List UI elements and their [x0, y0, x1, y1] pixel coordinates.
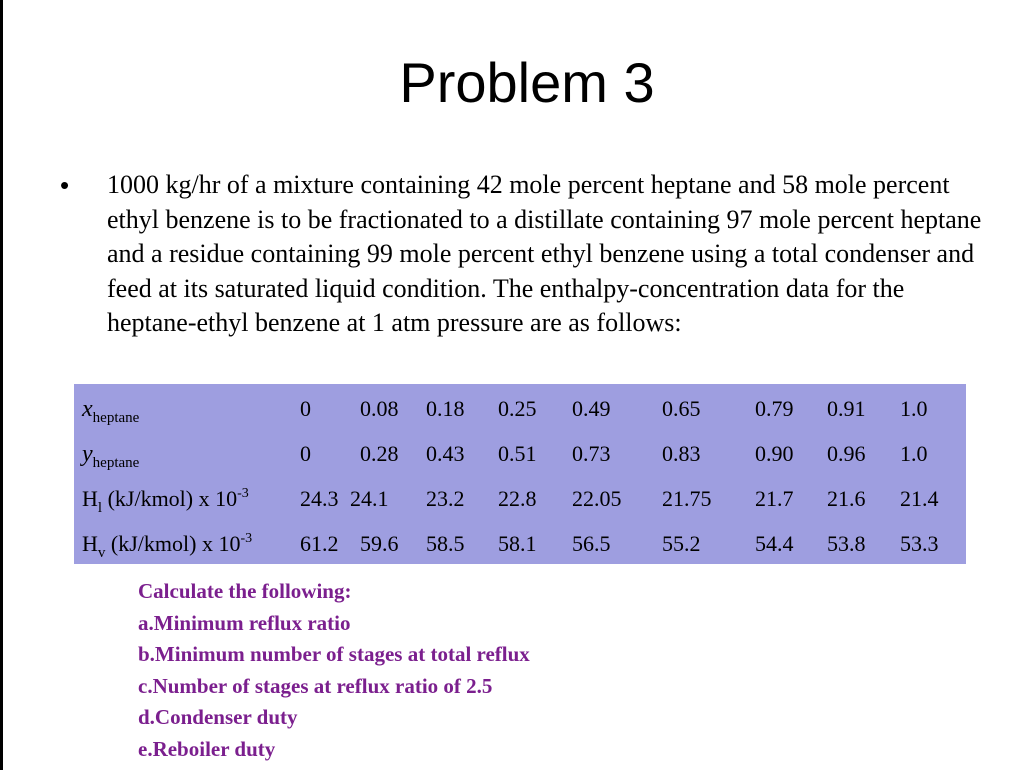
table-cell: 0.25 — [498, 396, 537, 421]
question-item: e.Reboiler duty — [138, 736, 276, 761]
table-cell: 61.2 — [300, 531, 339, 556]
row-label — [82, 431, 139, 480]
table-cell: 24.3 — [300, 486, 339, 511]
table-cell: 0 — [300, 441, 311, 466]
table-cell: 0.90 — [755, 441, 794, 466]
questions-heading: Calculate the following: — [138, 579, 352, 603]
table-cell: 0.91 — [827, 396, 866, 421]
question-item: b.Minimum number of stages at total reflux — [138, 642, 530, 666]
row-subscript: heptane — [92, 410, 140, 426]
row-symbol: y — [82, 441, 93, 467]
question-item: a.Minimum reflux ratio — [138, 610, 351, 635]
table-cell: 0.49 — [572, 396, 611, 421]
problem-statement-text: 1000 kg/hr of a mixture containing 42 mole percent heptane and 58 mole percent ethyl benzene is to be fractionated to a distillate containing 97 mole percent heptane and a residue containing 99 mole percent ethyl benzene using a total condenser and feed at its saturated liquid condition. The enthalpy-concentration data for the heptane-ethyl benzene at 1 atm pressure are as follows: — [107, 170, 982, 337]
row-symbol: H — [82, 486, 98, 511]
table-cell: 54.4 — [755, 531, 794, 556]
table-cell: 0.79 — [755, 396, 794, 421]
table-cell: 53.8 — [827, 531, 866, 556]
table-cell: 0.51 — [498, 441, 537, 466]
table-cell: 23.2 — [426, 486, 465, 511]
table-cell: 0.73 — [572, 441, 611, 466]
table-cell: 22.8 — [498, 486, 537, 511]
table-cell: 58.5 — [426, 531, 465, 556]
table-cell: 0.96 — [827, 441, 866, 466]
table-cell: 1.0 — [900, 441, 928, 466]
row-unit: (kJ/kmol) x 10 — [105, 531, 241, 556]
table-cell: 21.75 — [662, 486, 712, 511]
table-row-h-liquid — [74, 476, 966, 521]
table-cell: 55.2 — [662, 531, 701, 556]
bullet-icon: • — [60, 170, 70, 200]
row-subscript: heptane — [92, 455, 140, 471]
table-cell: 21.4 — [900, 486, 939, 511]
row-subscript: v — [97, 545, 106, 561]
row-symbol: x — [82, 396, 93, 422]
table-cell: 22.05 — [572, 486, 622, 511]
table-row-y-heptane — [74, 431, 966, 476]
table-cell: 21.7 — [755, 486, 794, 511]
slide-title: Problem 3 — [399, 51, 655, 114]
questions-block — [138, 576, 530, 765]
table-cell: 0 — [300, 396, 311, 421]
row-subscript: l — [97, 500, 103, 516]
table-cell: 0.08 — [360, 396, 399, 421]
table-row-h-vapor — [74, 521, 966, 566]
table-row-x-heptane — [74, 386, 966, 431]
table-cell: 0.65 — [662, 396, 701, 421]
row-exponent: -3 — [240, 531, 253, 546]
table-cell: 0.43 — [426, 441, 465, 466]
table-cell: 0.18 — [426, 396, 465, 421]
question-item: c.Number of stages at reflux ratio of 2.5 — [138, 673, 493, 698]
table-cell: 56.5 — [572, 531, 611, 556]
row-unit: (kJ/kmol) x 10 — [102, 486, 238, 511]
row-label — [82, 386, 139, 435]
table-cell: 24.1 — [350, 486, 389, 511]
table-cell: 58.1 — [498, 531, 537, 556]
row-label — [82, 476, 249, 525]
table-cell: 0.28 — [360, 441, 399, 466]
table-cell: 59.6 — [360, 531, 399, 556]
table-cell: 0.83 — [662, 441, 701, 466]
enthalpy-concentration-table — [74, 384, 966, 564]
row-exponent: -3 — [237, 486, 249, 501]
row-label — [82, 521, 252, 570]
table-cell: 1.0 — [900, 396, 928, 421]
table-cell: 53.3 — [900, 531, 939, 556]
table-cell: 21.6 — [827, 486, 866, 511]
question-item: d.Condenser duty — [138, 705, 298, 729]
row-symbol: H — [82, 531, 98, 556]
